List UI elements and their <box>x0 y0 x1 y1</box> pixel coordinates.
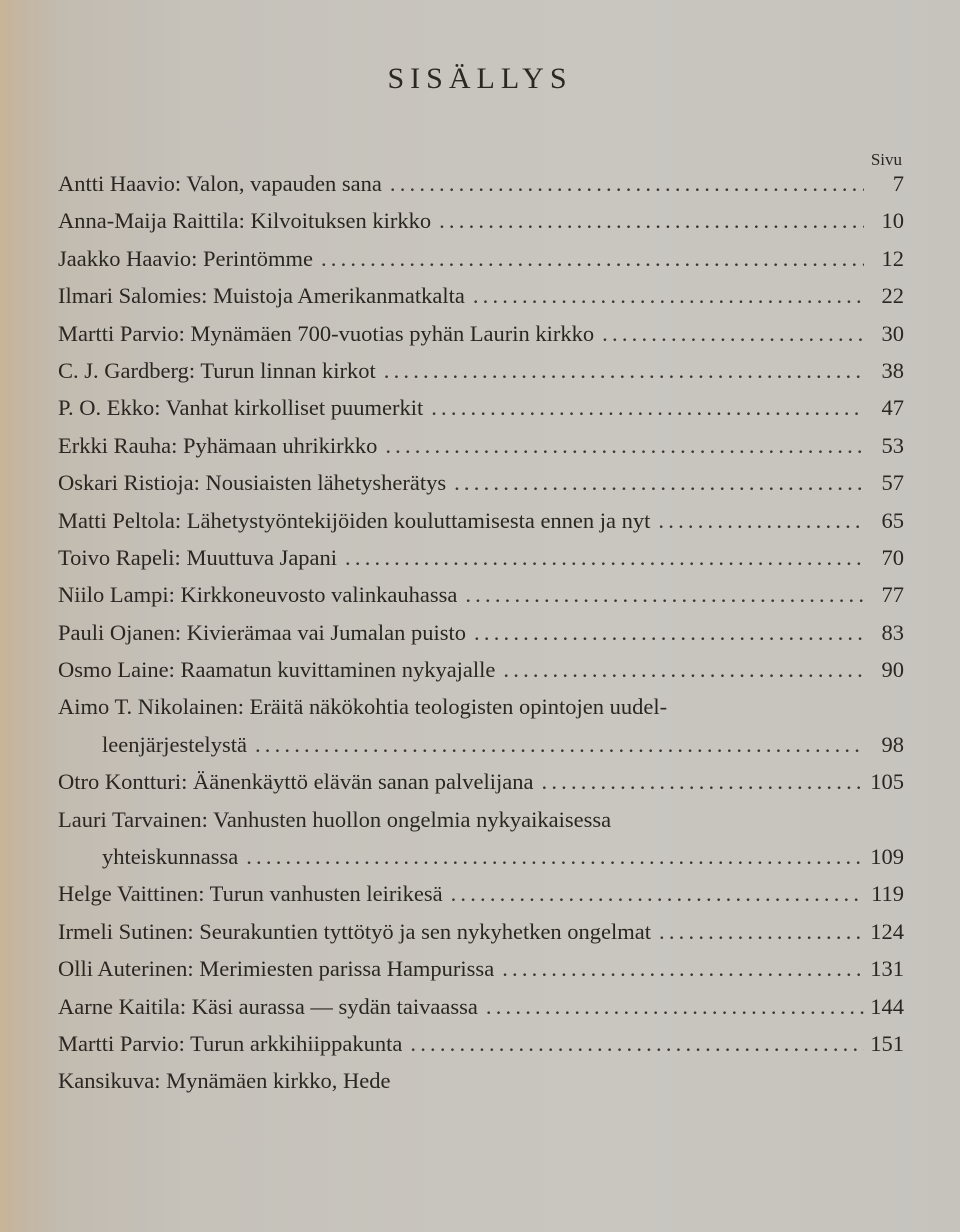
toc-entry <box>58 950 904 987</box>
toc-entry <box>58 315 904 352</box>
toc-entry-text <box>58 801 611 838</box>
toc-separator: : <box>174 507 187 533</box>
toc-entry-title: Kirkkoneuvosto valinkauhassa <box>180 582 458 608</box>
toc-entry-text <box>58 875 443 912</box>
toc-separator: : <box>198 881 210 907</box>
table-of-contents <box>58 165 904 1100</box>
cover-note <box>58 1062 904 1099</box>
toc-entry <box>58 502 904 539</box>
toc-separator: : <box>178 1030 191 1056</box>
cover-note-label: Kansikuva <box>58 1068 155 1094</box>
toc-leader-dots <box>502 950 864 987</box>
toc-leader-dots <box>246 838 864 875</box>
toc-leader-dots <box>602 315 864 352</box>
toc-entry <box>58 576 904 613</box>
toc-entry-author: Anna-Maija Raittila <box>58 208 239 234</box>
toc-entry-text <box>58 427 377 464</box>
toc-page-number: 144 <box>870 993 904 1019</box>
toc-leader-dots <box>321 240 864 277</box>
toc-separator: : <box>201 806 214 832</box>
toc-page-number: 131 <box>870 956 904 982</box>
toc-entry-title: Vanhusten huollon ongelmia nykyaikaisessa <box>213 806 612 832</box>
toc-entry-text <box>58 913 651 950</box>
toc-entry <box>58 875 904 912</box>
toc-entry-text <box>58 1025 402 1062</box>
toc-entry-title: Kivierämaa vai Jumalan puisto <box>186 619 467 645</box>
toc-entry-author: Matti Peltola <box>58 507 175 533</box>
toc-entry-text <box>58 763 534 800</box>
toc-entry-author: Aimo T. Nikolainen <box>58 694 238 720</box>
toc-page-number: 65 <box>881 507 904 533</box>
toc-entry-continuation <box>58 726 904 763</box>
toc-entry-title: Muuttuva Japani <box>186 544 338 570</box>
toc-leader-dots <box>410 1025 864 1062</box>
toc-separator: : <box>154 1068 167 1094</box>
toc-leader-dots <box>390 165 864 202</box>
toc-entry-author: Ilmari Salomies <box>58 283 202 309</box>
toc-separator: : <box>188 357 201 383</box>
toc-entry-title: Perintömme <box>202 245 313 271</box>
toc-entry-title: Valon, vapauden sana <box>186 171 382 196</box>
toc-entry <box>58 763 904 800</box>
toc-page-number: 22 <box>881 283 904 309</box>
toc-leader-dots <box>385 427 864 464</box>
toc-entry-author: Jaakko Haavio <box>58 245 192 271</box>
toc-entry <box>58 913 904 950</box>
toc-entry-author: Martti Parvio <box>58 320 179 346</box>
toc-entry-author: Osmo Laine <box>58 657 169 683</box>
cover-note-text <box>58 1062 390 1099</box>
toc-entry-author: Olli Auterinen <box>58 956 188 982</box>
toc-page-number: 119 <box>871 881 904 907</box>
toc-entry-text <box>58 315 594 352</box>
toc-entry <box>58 277 904 314</box>
toc-page-number: 30 <box>881 320 904 346</box>
toc-entry-author: Toivo Rapeli <box>58 544 175 570</box>
toc-entry-title: Turun linnan kirkot <box>200 357 376 383</box>
toc-entry-text <box>58 988 478 1025</box>
toc-entry-title-cont: leenjärjestelystä <box>102 731 247 757</box>
toc-entry-author: P. O. Ekko <box>58 395 155 421</box>
toc-leader-dots <box>503 651 864 688</box>
toc-page-number: 10 <box>881 208 904 234</box>
toc-entry-title: Pyhämaan uhrikirkko <box>182 432 378 458</box>
toc-page-number: 109 <box>870 844 904 870</box>
toc-separator: : <box>179 993 192 1019</box>
toc-page-number: 90 <box>881 657 904 683</box>
toc-entry-author: Antti Haavio <box>58 171 175 196</box>
toc-separator: : <box>237 694 250 720</box>
toc-leader-dots <box>473 277 864 314</box>
toc-leader-dots <box>345 539 864 576</box>
toc-page-number: 7 <box>892 171 904 196</box>
toc-page-number: 77 <box>881 582 904 608</box>
toc-separator: : <box>154 395 166 421</box>
toc-separator: : <box>187 918 200 944</box>
toc-entry-continuation <box>58 838 904 875</box>
toc-leader-dots <box>658 502 864 539</box>
toc-entry-title: Muistoja Amerikanmatkalta <box>213 283 465 309</box>
toc-entry-author: Niilo Lampi <box>58 582 169 608</box>
toc-leader-dots <box>465 576 864 613</box>
toc-entry-title-cont: yhteiskunnassa <box>102 844 239 870</box>
toc-entry-text <box>58 202 431 239</box>
toc-page-number: 70 <box>881 544 904 570</box>
toc-entry <box>58 988 904 1025</box>
toc-entry-text <box>58 614 466 651</box>
toc-entry-title: Seurakuntien tyttötyö ja sen nykyhetken ongelmat <box>199 918 652 944</box>
toc-separator: : <box>168 582 181 608</box>
toc-entry <box>58 651 904 688</box>
toc-separator: : <box>187 956 200 982</box>
toc-entry-text <box>58 352 376 389</box>
cover-note-value: Mynämäen kirkko, Hede <box>166 1068 391 1094</box>
toc-entry-text <box>58 576 457 613</box>
toc-separator: : <box>174 544 187 570</box>
page-column-header: Sivu <box>870 150 902 169</box>
toc-page-number: 12 <box>881 245 904 271</box>
toc-entry-text <box>58 688 667 725</box>
toc-page-number: 98 <box>881 731 904 757</box>
toc-separator: : <box>178 320 191 346</box>
toc-entry <box>58 427 904 464</box>
toc-entry-title: Nousiaisten lähetysherätys <box>205 470 447 496</box>
toc-entry <box>58 1025 904 1062</box>
toc-entry-author: Martti Parvio <box>58 1030 179 1056</box>
toc-entry-text <box>58 389 423 426</box>
toc-separator: : <box>201 283 213 309</box>
toc-entry <box>58 240 904 277</box>
toc-page-number: 57 <box>881 470 904 496</box>
toc-leader-dots <box>439 202 864 239</box>
toc-separator: : <box>181 769 194 795</box>
toc-entry-author: Erkki Rauha <box>58 432 172 458</box>
toc-entry-title: Merimiesten parissa Hampurissa <box>199 956 495 982</box>
toc-leader-dots <box>451 875 864 912</box>
toc-separator: : <box>191 245 203 271</box>
toc-entry-author: Oskari Ristioja <box>58 470 194 496</box>
toc-entry-author: C. J. Gardberg <box>58 357 189 383</box>
toc-leader-dots <box>474 614 864 651</box>
toc-entry-author: Pauli Ojanen <box>58 619 175 645</box>
toc-entry <box>58 614 904 651</box>
toc-entry-text <box>58 464 446 501</box>
toc-page-number: 124 <box>870 918 904 944</box>
toc-separator: : <box>171 432 183 458</box>
toc-entry-title: Kilvoituksen kirkko <box>250 208 432 234</box>
page-title: SISÄLLYS <box>387 62 573 95</box>
toc-entry <box>58 165 904 202</box>
toc-entry <box>58 202 904 239</box>
toc-entry-author: Lauri Tarvainen <box>58 806 202 832</box>
toc-entry-text <box>58 651 495 688</box>
toc-entry <box>58 539 904 576</box>
toc-entry-text <box>58 165 382 202</box>
toc-entry-title: Raamatun kuvittaminen nykyajalle <box>180 657 496 683</box>
toc-leader-dots <box>255 726 864 763</box>
toc-separator: : <box>174 619 187 645</box>
toc-separator: : <box>168 657 181 683</box>
toc-entry-title: Äänenkäyttö elävän sanan palvelijana <box>193 769 534 795</box>
toc-entry-text <box>58 539 337 576</box>
toc-entry <box>58 352 904 389</box>
toc-entry-text <box>58 240 313 277</box>
toc-leader-dots <box>542 763 865 800</box>
toc-entry-author: Irmeli Sutinen <box>58 918 188 944</box>
toc-page-number: 38 <box>881 357 904 383</box>
toc-entry <box>58 389 904 426</box>
toc-leader-dots <box>454 464 864 501</box>
toc-leader-dots <box>486 988 864 1025</box>
toc-leader-dots <box>431 389 864 426</box>
toc-entry <box>58 801 904 838</box>
toc-entry <box>58 464 904 501</box>
toc-page-number: 53 <box>881 432 904 458</box>
toc-entry-author: Aarne Kaitila <box>58 993 180 1019</box>
toc-leader-dots <box>384 352 864 389</box>
toc-entry-text <box>58 950 494 987</box>
toc-entry-text <box>58 277 465 314</box>
toc-entry-title: Vanhat kirkolliset puumerkit <box>165 395 424 421</box>
toc-entry-title: Käsi aurassa — sydän taivaassa <box>191 993 478 1019</box>
toc-page-number: 105 <box>870 769 904 795</box>
toc-entry-title: Mynämäen 700-vuotias pyhän Laurin kirkko <box>190 320 595 346</box>
toc-entry-title: Eräitä näkökohtia teologisten opintojen uudel- <box>249 694 668 720</box>
toc-separator: : <box>174 171 187 196</box>
toc-entry-text <box>58 502 650 539</box>
toc-entry-title: Lähetystyöntekijöiden kouluttamisesta ennen ja nyt <box>186 507 651 533</box>
toc-page-number: 83 <box>881 619 904 645</box>
toc-separator: : <box>238 208 251 234</box>
toc-entry-author: Otro Kontturi <box>58 769 182 795</box>
toc-entry-author: Helge Vaittinen <box>58 881 199 907</box>
toc-page-number: 47 <box>881 395 904 421</box>
toc-entry-title: Turun arkkihiippakunta <box>190 1030 403 1056</box>
toc-leader-dots <box>659 913 864 950</box>
toc-page-number: 151 <box>870 1030 904 1056</box>
toc-entry-title: Turun vanhusten leirikesä <box>209 881 443 907</box>
toc-separator: : <box>193 470 206 496</box>
toc-entry <box>58 688 904 725</box>
